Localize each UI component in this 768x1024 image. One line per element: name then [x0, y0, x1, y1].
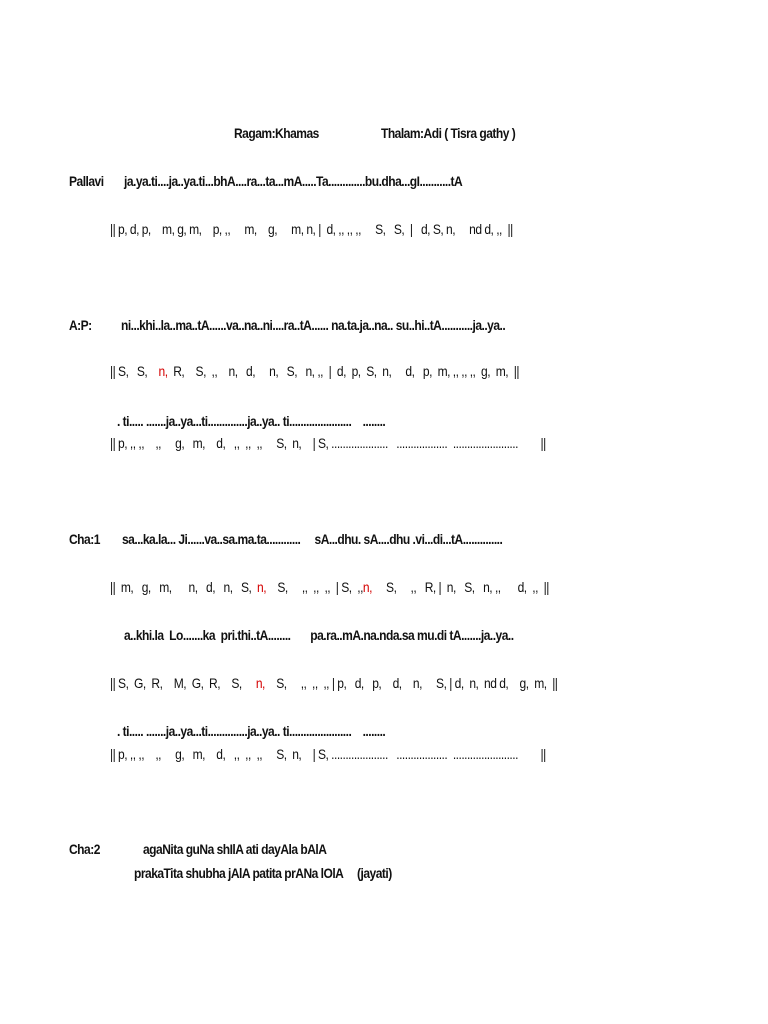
charanam1-lyrics-1: sa...ka.la... Ji......va..sa.ma.ta............ sA...dhu. sA....dhu .vi...di...tA..............	[122, 531, 503, 547]
charanam2-line-1: agaNita guNa shIlA ati dayAla bAlA	[143, 841, 327, 857]
swara-segment: || S, S,	[110, 363, 159, 379]
pallavi-swaras: || p, d, p, m, g, m, p, ,, m, g, m, n, | d, ,, ,, ,, S, S, | d, S, n, nd d, ,, ||	[110, 221, 513, 237]
anupallavi-mukta-swaras: || p, ,, ,, ,, g, m, d, ,, ,, ,, S, n, | S, .................... .................. ....................... ||	[110, 435, 546, 451]
charanam2-line-2: prakaTita shubha jAlA patita prANa lOlA (jayati)	[134, 865, 392, 881]
swara-segment: || S, G, R, M, G, R, S,	[110, 675, 256, 691]
pallavi-label: Pallavi	[69, 173, 104, 189]
swara-segment: S, ,, ,, ,, | S, ,,	[266, 579, 363, 595]
swara-segment: R, S, ,, n, d, n, S, n, ,, | d, p, S, n, d, p, m, ,, ,, ,, g, m, ||	[167, 363, 519, 379]
charanam1-swaras-2	[110, 674, 557, 692]
highlighted-swara: n,	[362, 579, 372, 595]
charanam1-lyrics-2: a..khi.la Lo.......ka pri.thi..tA........ pa.ra..mA.na.nda.sa mu.di tA.......ja..ya..	[124, 627, 514, 643]
ragam-title: Ragam:Khamas	[234, 125, 319, 141]
highlighted-swara: n,	[255, 675, 265, 691]
swara-segment: S, ,, ,, ,, | p, d, p, d, n, S, | d, n, nd d, g, m, ||	[264, 675, 558, 691]
anupallavi-mukta-lyrics: . ti..... .......ja..ya...ti..............ja..ya.. ti...................... ........	[117, 413, 386, 429]
anupallavi-label: A:P:	[69, 317, 92, 333]
highlighted-swara: n,	[257, 579, 267, 595]
charanam2-label: Cha:2	[69, 841, 100, 857]
charanam1-mukta-lyrics: . ti..... .......ja..ya...ti..............ja..ya.. ti...................... ........	[117, 723, 386, 739]
charanam1-label: Cha:1	[69, 531, 100, 547]
charanam1-mukta-swaras: || p, ,, ,, ,, g, m, d, ,, ,, ,, S, n, | S, .................... .................. ....................... ||	[110, 746, 546, 762]
anupallavi-lyrics: ni...khi..la..ma..tA......va..na..ni....ra..tA...... na.ta.ja..na.. su..hi..tA...........ja..ya..	[121, 317, 506, 333]
pallavi-lyrics: ja.ya.ti....ja..ya.ti...bhA....ra...ta...mA.....Ta.............bu.dha...gI...........tA	[124, 173, 463, 189]
highlighted-swara: n,	[158, 363, 168, 379]
swara-segment: S, ,, R, | n, S, n, ,, d, ,, ||	[371, 579, 549, 595]
thalam-title: Thalam:Adi ( Tisra gathy )	[381, 125, 516, 141]
anupallavi-swaras	[110, 362, 519, 380]
swara-segment: || m, g, m, n, d, n, S,	[110, 579, 258, 595]
charanam1-swaras-1	[110, 578, 549, 596]
